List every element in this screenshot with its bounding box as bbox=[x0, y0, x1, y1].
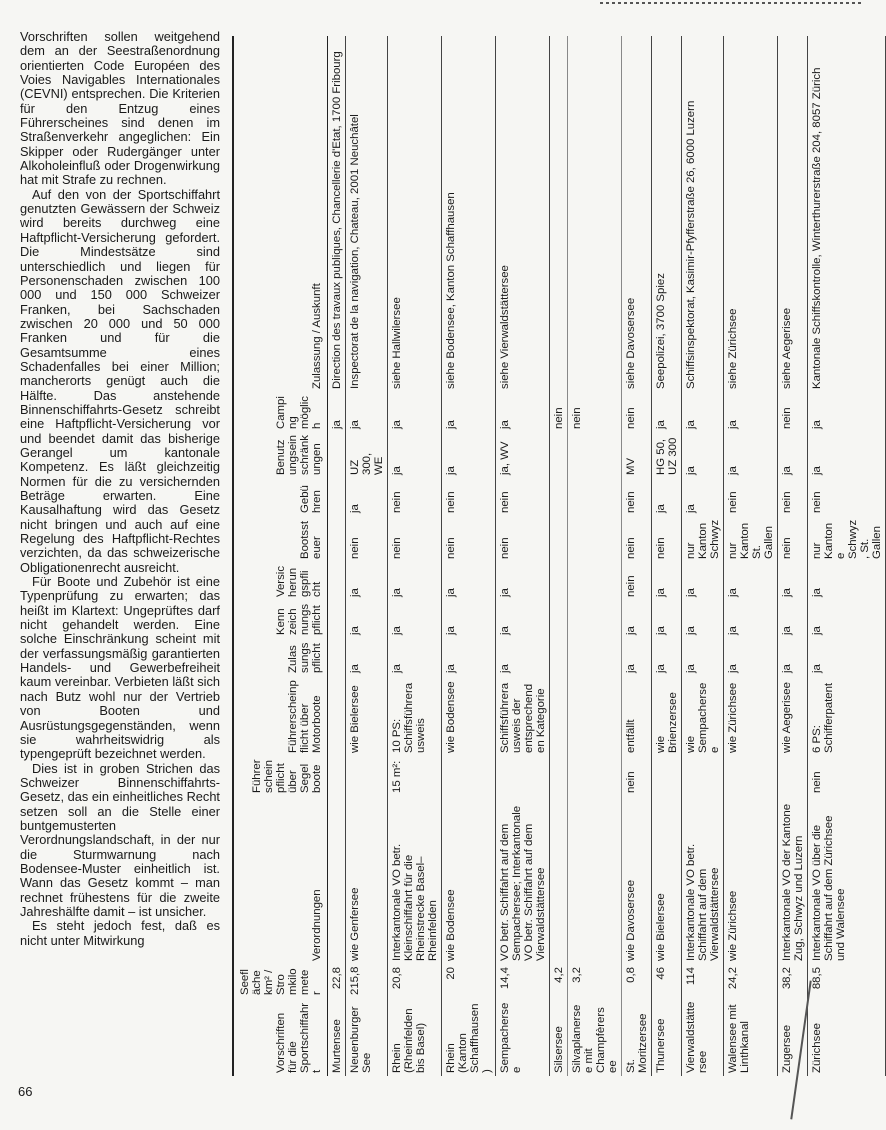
table-row bbox=[388, 36, 442, 1076]
table-cell: ja bbox=[346, 638, 388, 676]
table-cell: nein bbox=[496, 516, 550, 562]
table-cell: ja bbox=[778, 562, 808, 600]
paragraph: Auf den von der Sportschiffahrt genutzten Gewässern der Schweiz wird bereits durchweg eine Haftpflicht-Versicherung gefordert. Die Mindestsätze sind unterschiedlich und liegen für Personenschaden zwischen 100 000 und 150 000 Schweizer Franken, bei Sachschaden zwischen 20 000 und 50 000 Franken und für die Gesamtsumme eines Schadenfalles bei einer Million; mancherorts genügt auch die Hälfte. Das anstehende Binnenschiffahrts-Gesetz schreibt eine Haftpflicht-Versicherung vor und beendet damit das bisherige Gerangel um kantonale Kompetenz. Es läßt gleichzeitig Normen für die zu versichernden Beträge erwarten. Eine Kausalhaftung wird das Gesetz nicht bringen und auch auf eine Regelung des Haftpflicht-Rechtes verzichten, da das schweizerische Obligationenrecht ausreicht. bbox=[20, 186, 220, 575]
table-cell: ja, WV bbox=[496, 432, 550, 478]
table-cell: ja bbox=[496, 562, 550, 600]
table-cell: 46 bbox=[652, 964, 682, 998]
table-cell: ja bbox=[778, 600, 808, 638]
table-cell bbox=[568, 478, 622, 516]
header-cell: Bootssteuer bbox=[236, 516, 328, 562]
table-cell: ja bbox=[388, 562, 442, 600]
header-cell: Seefläche km² / Stromkilometer bbox=[236, 964, 328, 998]
table-cell: ja bbox=[652, 562, 682, 600]
table-cell: wie Bodensee bbox=[442, 796, 496, 964]
table-cell: Rhein (Kanton Schaffhausen) bbox=[442, 998, 496, 1076]
table-cell: ja bbox=[778, 638, 808, 676]
table-cell: nein bbox=[442, 478, 496, 516]
table-cell: 14,4 bbox=[496, 964, 550, 998]
table-cell: nein bbox=[622, 756, 652, 796]
table-cell: Murtensee bbox=[328, 998, 346, 1076]
table-cell: Silsersee bbox=[550, 998, 568, 1076]
table-row bbox=[550, 36, 568, 1076]
table-cell: wie Aegerisee bbox=[778, 676, 808, 756]
table-cell: ja bbox=[724, 432, 778, 478]
table-cell bbox=[550, 638, 568, 676]
table-cell: nein bbox=[808, 756, 886, 796]
table-cell: wie Zürichsee bbox=[724, 676, 778, 756]
table-cell: UZ 300, WE bbox=[346, 432, 388, 478]
table-cell bbox=[496, 756, 550, 796]
table-cell: nein bbox=[388, 478, 442, 516]
table-cell: nein bbox=[778, 478, 808, 516]
table-cell: 114 bbox=[682, 964, 724, 998]
table-body bbox=[328, 36, 886, 1076]
table-cell: wie Bielersee bbox=[652, 796, 682, 964]
table-cell bbox=[550, 676, 568, 756]
table-row bbox=[442, 36, 496, 1076]
table-cell: Interkantonale VO der Kantone Zug, Schwyz und Luzern bbox=[778, 796, 808, 964]
table-cell: siehe Hallwilersee bbox=[388, 36, 442, 392]
table-cell: 6 PS: Schifferpatent bbox=[808, 676, 886, 756]
table-cell: ja bbox=[496, 600, 550, 638]
table-cell: St. Moritzersee bbox=[622, 998, 652, 1076]
paragraph: Dies ist in groben Strichen das Schweizer Binnenschiffahrts-Gesetz, das ein einheitliches Recht setzen soll an die Stelle einer buntgemusterten Verordnungslandschaft, in der nur die Sturmwarnung nach Bodensee-Muster einheitlich ist. Wann das Gesetz kommt – man rechnet frühestens für die zweite Jahreshälfte damit – ist unsicher. bbox=[20, 760, 220, 919]
table-cell: ja bbox=[808, 600, 886, 638]
table-cell: wie Genfersee bbox=[346, 796, 388, 964]
table-cell: 22,8 bbox=[328, 964, 346, 998]
header-cell: Zulassungspflicht bbox=[236, 638, 328, 676]
table-cell: ja bbox=[808, 432, 886, 478]
regulations-table bbox=[236, 36, 886, 1076]
table-row bbox=[496, 36, 550, 1076]
table-cell: nein bbox=[622, 392, 652, 432]
table-cell: nein bbox=[568, 392, 622, 432]
scan-border-dashes bbox=[600, 2, 864, 4]
table-cell: nein bbox=[808, 478, 886, 516]
table-cell bbox=[328, 562, 346, 600]
table-cell bbox=[724, 756, 778, 796]
table-cell: ja bbox=[388, 600, 442, 638]
table-cell: ja bbox=[346, 478, 388, 516]
table-cell: ja bbox=[724, 562, 778, 600]
table-cell: HG 50, UZ 300 bbox=[652, 432, 682, 478]
table-cell: Direction des travaux publiques, Chancellerie d'Etat, 1700 Fribourg bbox=[328, 36, 346, 392]
table-cell: 10 PS: Schiffsführerausweis bbox=[388, 676, 442, 756]
table-cell: ja bbox=[442, 562, 496, 600]
table-cell: ja bbox=[682, 600, 724, 638]
table-row bbox=[328, 36, 346, 1076]
page-number: 66 bbox=[18, 1084, 33, 1099]
table-cell: wie Zürichsee bbox=[724, 796, 778, 964]
table-cell bbox=[568, 676, 622, 756]
table-cell bbox=[568, 562, 622, 600]
table-cell: Interkantonale VO betr. Kleinschiffahrt für die Rheinstrecke Basel–Rheinfelden bbox=[388, 796, 442, 964]
paragraph: Vorschriften sollen weitgehend dem an der Seestraßenordnung orientierten Code Européen des Voies Navigables Internationales (CEVNI) entsprechen. Die Kriterien für den Entzug eines Führerscheines sind denen im Straßenverkehr angeglichen: Ein Skipper oder Rudergänger unter Alkoholeinfluß oder Drogenwirkung hat mit Strafe zu rechnen. bbox=[20, 29, 220, 188]
table-cell bbox=[568, 432, 622, 478]
table-cell: ja bbox=[682, 432, 724, 478]
table-cell: nein bbox=[346, 516, 388, 562]
table-cell: ja bbox=[442, 432, 496, 478]
table-cell: Zugersee bbox=[778, 998, 808, 1076]
table-cell bbox=[568, 638, 622, 676]
table-cell bbox=[442, 756, 496, 796]
table-cell: entfällt bbox=[622, 676, 652, 756]
table-cell: 215,8 bbox=[346, 964, 388, 998]
table-cell: siehe Vierwaldstättersee bbox=[496, 36, 550, 392]
table-left-rule bbox=[232, 36, 234, 1076]
table-cell: ja bbox=[808, 562, 886, 600]
table-cell: ja bbox=[622, 638, 652, 676]
table-cell: ja bbox=[346, 392, 388, 432]
table-cell: 3,2 bbox=[568, 964, 622, 998]
table-cell: nur Kanton St. Gallen bbox=[724, 516, 778, 562]
table-cell bbox=[328, 676, 346, 756]
table-cell: ja bbox=[652, 638, 682, 676]
table-cell: ja bbox=[652, 392, 682, 432]
paragraph: Für Boote und Zubehör ist eine Typenprüfung zu erwarten; das heißt im Klartext: Ungeprüftes darf nicht gehandelt werden. Eine solche Einschränkung scheint mit der verfassungsmäßig garantierten Handels- und Gewerbefreiheit kaum vereinbar. Verbieten läßt sich nach Butz wohl nur der Vertrieb von Booten und Ausrüstungsgegenständen, wenn sie wahrheitswidrig als typengeprüft bezeichnet werden. bbox=[20, 574, 220, 762]
table-cell: nur Kanton Schwyz bbox=[682, 516, 724, 562]
table-cell: ja bbox=[682, 478, 724, 516]
table-cell bbox=[568, 796, 622, 964]
table-row bbox=[568, 36, 622, 1076]
table-cell: ja bbox=[328, 392, 346, 432]
table-row bbox=[778, 36, 808, 1076]
header-cell: Gebühren bbox=[236, 478, 328, 516]
table-cell: Interkantonale VO über die Schiffahrt auf dem Zürichsee und Walensee bbox=[808, 796, 886, 964]
table-cell: Interkantonale VO betr. Schiffahrt auf dem Vierwaldstättersee bbox=[682, 796, 724, 964]
table-cell bbox=[550, 36, 568, 392]
table-cell bbox=[328, 600, 346, 638]
table-cell: nein bbox=[442, 516, 496, 562]
table-cell: Schiffsinspektorat, Kasimir-Pfyfferstraße 26, 6000 Luzern bbox=[682, 36, 724, 392]
table-cell: 24,2 bbox=[724, 964, 778, 998]
table-cell: nein bbox=[652, 516, 682, 562]
table-row bbox=[682, 36, 724, 1076]
table-cell bbox=[568, 756, 622, 796]
table-cell: ja bbox=[652, 600, 682, 638]
table-cell bbox=[550, 756, 568, 796]
table-header-row bbox=[236, 36, 328, 1076]
table-cell: ja bbox=[388, 392, 442, 432]
table-cell: siehe Aegerisee bbox=[778, 36, 808, 392]
table-cell: nein bbox=[496, 478, 550, 516]
body-text-column bbox=[20, 30, 220, 948]
table-cell bbox=[328, 516, 346, 562]
table-cell: ja bbox=[652, 478, 682, 516]
table-cell bbox=[550, 562, 568, 600]
table-cell: wie Sempachersee bbox=[682, 676, 724, 756]
table-cell: Neuenburger See bbox=[346, 998, 388, 1076]
table-cell bbox=[328, 432, 346, 478]
table-row bbox=[346, 36, 388, 1076]
table-cell: 20 bbox=[442, 964, 496, 998]
table-cell: Walensee mit Linthkanal bbox=[724, 998, 778, 1076]
table-cell bbox=[550, 516, 568, 562]
table-cell: ja bbox=[682, 638, 724, 676]
table-cell: nur Kantone Schwyz, St. Gallen bbox=[808, 516, 886, 562]
table-cell: ja bbox=[682, 562, 724, 600]
table-cell: nein bbox=[778, 516, 808, 562]
table-cell: Thunersee bbox=[652, 998, 682, 1076]
header-cell: Zulassung / Auskunft bbox=[236, 36, 328, 392]
table-cell: Sempachersee bbox=[496, 998, 550, 1076]
table-cell bbox=[550, 600, 568, 638]
table-cell: ja bbox=[346, 600, 388, 638]
table-cell: siehe Bodensee, Kanton Schaffhausen bbox=[442, 36, 496, 392]
table-cell: wie Bodensee bbox=[442, 676, 496, 756]
table-cell: nein bbox=[622, 478, 652, 516]
table-cell: ja bbox=[496, 392, 550, 432]
table-cell: ja bbox=[808, 392, 886, 432]
table-cell: ja bbox=[388, 638, 442, 676]
table-cell: ja bbox=[724, 600, 778, 638]
table-cell bbox=[652, 756, 682, 796]
table-cell bbox=[328, 796, 346, 964]
table-cell: ja bbox=[442, 600, 496, 638]
table-cell bbox=[568, 36, 622, 392]
table-cell: wie Bielersee bbox=[346, 676, 388, 756]
table-cell bbox=[550, 478, 568, 516]
table-cell: siehe Zürichsee bbox=[724, 36, 778, 392]
table-row bbox=[622, 36, 652, 1076]
table-cell: ja bbox=[442, 638, 496, 676]
table-cell: 4,2 bbox=[550, 964, 568, 998]
header-cell: Führerscheinpflicht über Motorboote bbox=[236, 676, 328, 756]
table-cell bbox=[682, 756, 724, 796]
table-cell: ja bbox=[724, 392, 778, 432]
table-cell: Vierwaldstättersee bbox=[682, 998, 724, 1076]
table-row bbox=[724, 36, 778, 1076]
table-cell: nein bbox=[778, 392, 808, 432]
header-cell: Versicherungspflicht bbox=[236, 562, 328, 600]
table-cell: Seepolizei, 3700 Spiez bbox=[652, 36, 682, 392]
table-cell: siehe Davosersee bbox=[622, 36, 652, 392]
table-cell bbox=[346, 756, 388, 796]
table-cell bbox=[328, 478, 346, 516]
table-cell: Schiffsführerausweis der entsprechenden Kategorie bbox=[496, 676, 550, 756]
header-cell: Führerscheinpflicht über Segelboote bbox=[236, 756, 328, 796]
table-row bbox=[652, 36, 682, 1076]
table-cell: 0,8 bbox=[622, 964, 652, 998]
table-cell: ja bbox=[778, 432, 808, 478]
table-cell: Kantonale Schiffskontrolle, Winterthurerstraße 204, 8057 Zürich bbox=[808, 36, 886, 392]
table-cell: Silvaplanersee mit Champfèrersee bbox=[568, 998, 622, 1076]
header-cell: Kennzeichnungspflicht bbox=[236, 600, 328, 638]
table-cell: nein bbox=[622, 516, 652, 562]
table-cell bbox=[778, 756, 808, 796]
table-cell: 38,2 bbox=[778, 964, 808, 998]
table-cell: nein bbox=[724, 478, 778, 516]
table-cell: ja bbox=[388, 432, 442, 478]
table-cell: ja bbox=[442, 392, 496, 432]
table-cell bbox=[568, 600, 622, 638]
header-cell: Verordnungen bbox=[236, 796, 328, 964]
table-cell: 15 m²: bbox=[388, 756, 442, 796]
paragraph: Es steht jedoch fest, daß es nicht unter Mitwirkung bbox=[20, 918, 220, 948]
header-cell: Benutzungseinschränkungen bbox=[236, 432, 328, 478]
table-cell: wie Brienzersee bbox=[652, 676, 682, 756]
table-cell: MV bbox=[622, 432, 652, 478]
table-cell: nein bbox=[550, 392, 568, 432]
table-cell bbox=[328, 638, 346, 676]
table-cell: nein bbox=[622, 562, 652, 600]
table-cell: ja bbox=[682, 392, 724, 432]
table-cell: ja bbox=[724, 638, 778, 676]
table-cell: ja bbox=[496, 638, 550, 676]
table-cell: Rhein (Rheinfelden bis Basel) bbox=[388, 998, 442, 1076]
table-cell bbox=[550, 432, 568, 478]
table-cell: 88,5 bbox=[808, 964, 886, 998]
table-cell bbox=[550, 796, 568, 964]
table-cell bbox=[328, 756, 346, 796]
header-cell: Camping möglich bbox=[236, 392, 328, 432]
table-cell: Inspectorat de la navigation, Chateau, 2001 Neuchâtel bbox=[346, 36, 388, 392]
table-cell bbox=[568, 516, 622, 562]
table-cell: VO betr. Schiffahrt auf dem Sempachersee; Interkantonale VO betr. Schiffahrt auf dem Vierwaldstättersee bbox=[496, 796, 550, 964]
header-cell: Vorschriften für die Sportschiffahrt bbox=[236, 998, 328, 1076]
table-cell: Zürichsee bbox=[808, 998, 886, 1076]
table-cell: ja bbox=[346, 562, 388, 600]
table-cell: ja bbox=[622, 600, 652, 638]
rotated-table-container bbox=[236, 36, 883, 1076]
table-cell: ja bbox=[808, 638, 886, 676]
table-cell: wie Davosersee bbox=[622, 796, 652, 964]
table-row bbox=[808, 36, 886, 1076]
table-cell: 20,8 bbox=[388, 964, 442, 998]
table-cell: nein bbox=[388, 516, 442, 562]
